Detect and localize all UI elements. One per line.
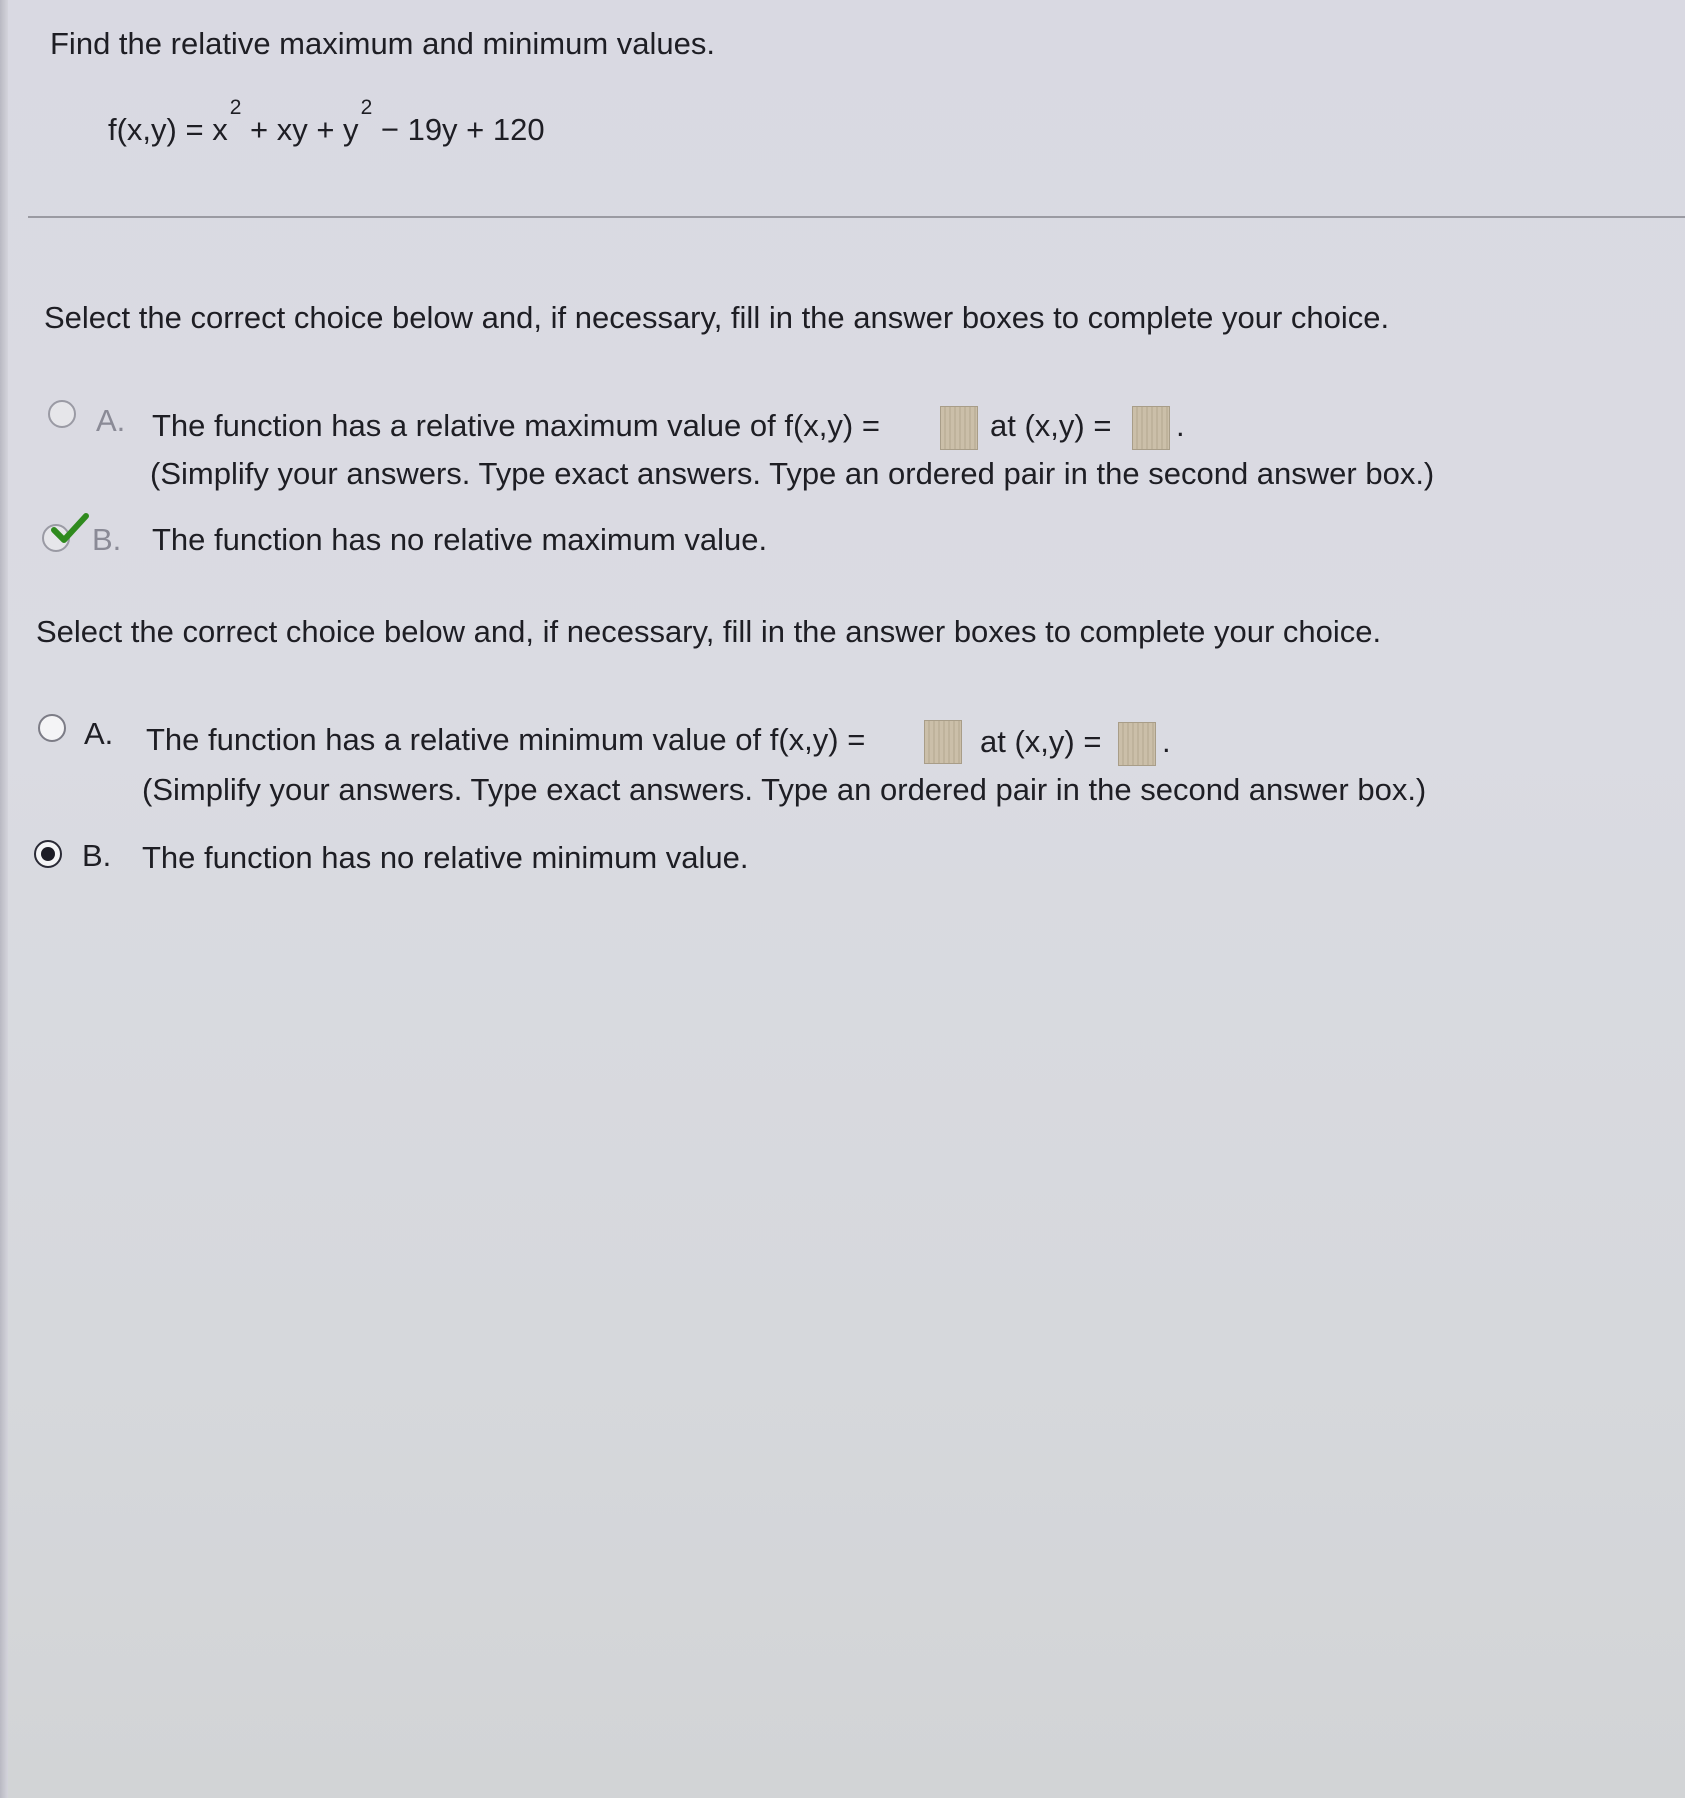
- max-option-b-text: The function has no relative maximum value.: [152, 522, 768, 557]
- formula-rhs: − 19y + 120: [372, 112, 545, 147]
- max-option-a-radio[interactable]: [48, 400, 76, 428]
- min-option-a-letter: A.: [84, 716, 114, 751]
- max-option-a-hint: (Simplify your answers. Type exact answers. Type an ordered pair in the second answer box.): [150, 456, 1435, 491]
- function-formula: [108, 96, 545, 148]
- max-instruction: Select the correct choice below and, if necessary, fill in the answer boxes to complete your choice.: [44, 300, 1390, 335]
- min-option-b-text: The function has no relative minimum value.: [142, 840, 749, 875]
- max-option-b-letter: B.: [92, 522, 122, 557]
- min-option-a-radio[interactable]: [38, 714, 66, 742]
- window-edge: [0, 0, 8, 1798]
- min-option-a-hint: (Simplify your answers. Type exact answers. Type an ordered pair in the second answer box.): [142, 772, 1427, 807]
- max-option-a-period: .: [1176, 408, 1185, 443]
- question-title: Find the relative maximum and minimum values.: [50, 26, 716, 61]
- formula-exponent-y: 2: [360, 96, 373, 119]
- min-value-answer-box[interactable]: [924, 720, 962, 764]
- min-option-a-text: The function has a relative minimum value of f(x,y) =: [146, 722, 866, 757]
- max-option-a-letter: A.: [96, 403, 126, 438]
- section-divider: [28, 216, 1685, 218]
- min-option-a-period: .: [1162, 724, 1171, 759]
- formula-lhs: f(x,y) = x: [108, 112, 228, 147]
- max-value-answer-box[interactable]: [940, 406, 978, 450]
- min-instruction: Select the correct choice below and, if necessary, fill in the answer boxes to complete your choice.: [36, 614, 1382, 649]
- max-option-a-text: The function has a relative maximum value of f(x,y) =: [152, 408, 880, 443]
- formula-mid: + xy + y: [241, 112, 359, 147]
- correct-check-icon: [50, 512, 90, 546]
- min-option-b-radio[interactable]: [34, 840, 62, 868]
- min-point-answer-box[interactable]: [1118, 722, 1156, 766]
- min-option-b-letter: B.: [82, 838, 112, 873]
- max-point-answer-box[interactable]: [1132, 406, 1170, 450]
- min-option-a-at-label: at (x,y) =: [980, 724, 1102, 759]
- formula-exponent-x: 2: [229, 96, 242, 119]
- max-option-a-at-label: at (x,y) =: [990, 408, 1112, 443]
